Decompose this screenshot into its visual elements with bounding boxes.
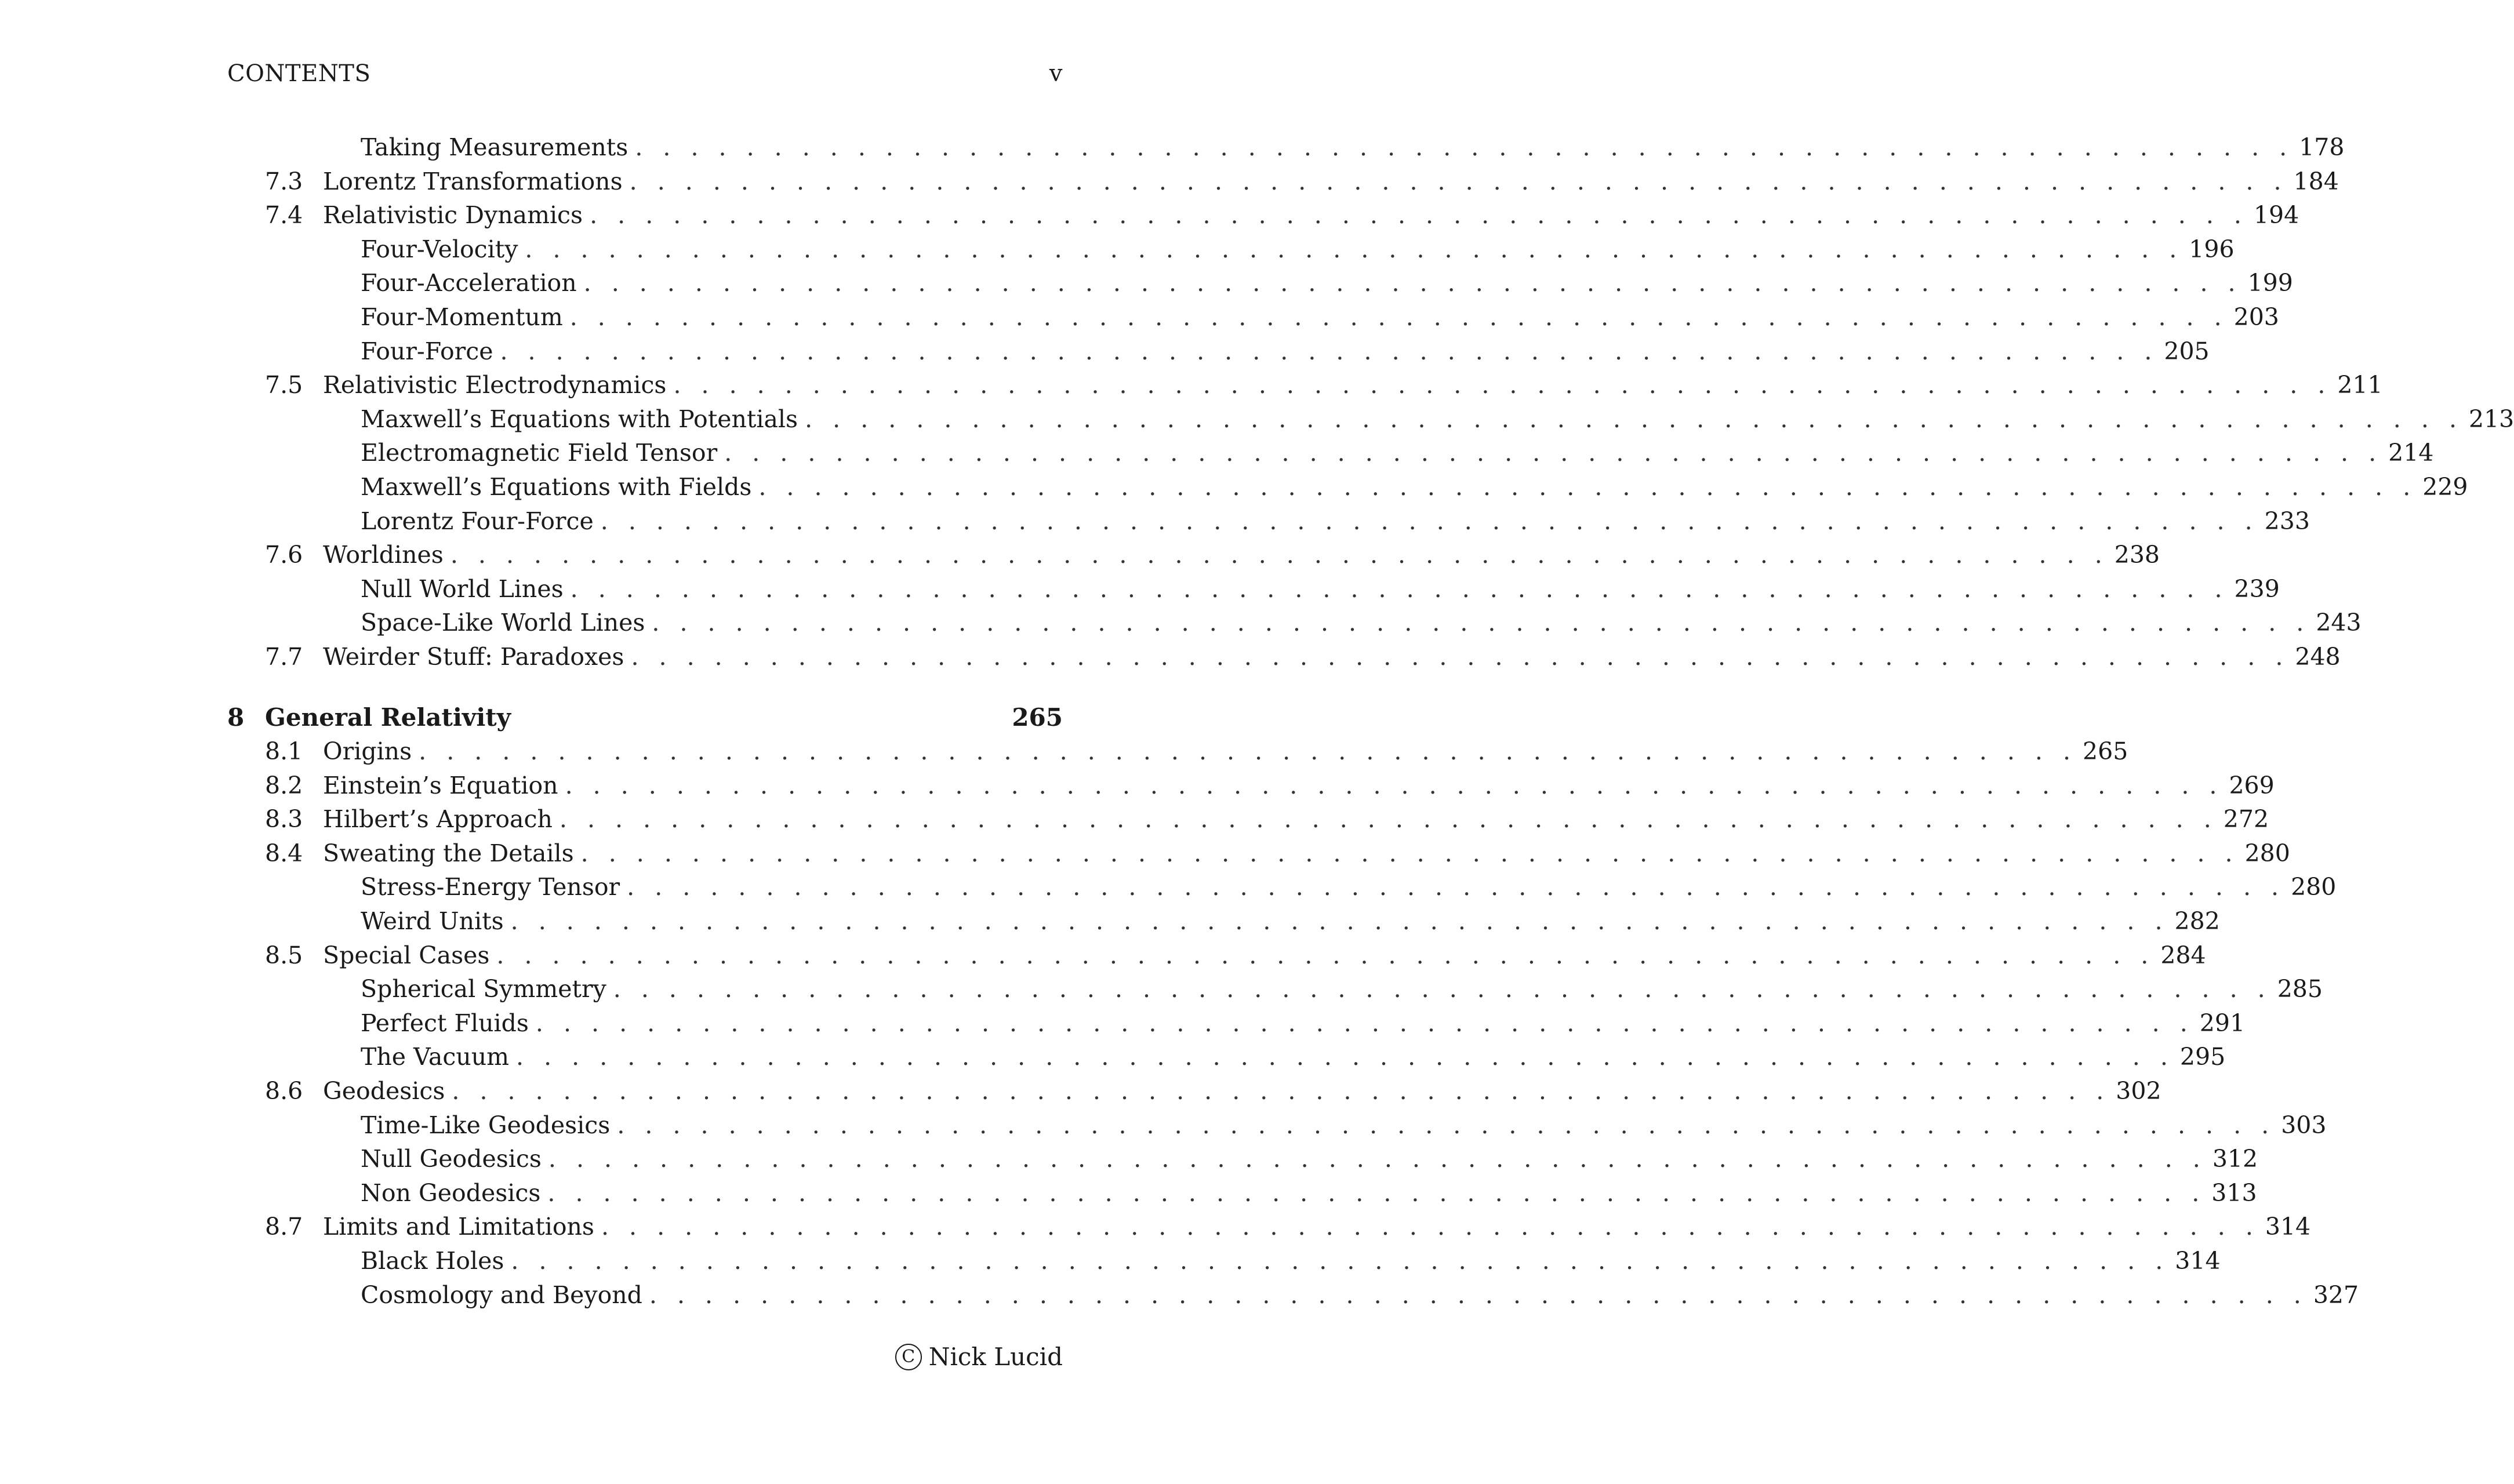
entry-title: Relativistic Dynamics [323,201,583,230]
toc-section-entry[interactable] [227,802,2269,836]
entry-page-number: 280 [2291,873,2337,901]
copyright-notice [895,1343,1063,1371]
entry-title: Taking Measurements [361,133,628,161]
section-number: 8.2 [265,771,303,799]
toc-chapter-heading[interactable] [227,701,1063,735]
entry-title: Geodesics [323,1077,445,1105]
dot-leader: . . . . . . . . . . . . . . . . . . . . . . . . . . . . . . . . . . . . . . . . . . . . . . . . . . . . . . . . . . . . [452,1077,2110,1105]
toc-subsection-entry[interactable] [227,572,2280,606]
section-number: 7.7 [265,642,303,671]
entry-page-number: 284 [2160,941,2206,969]
dot-leader: . . . . . . . . . . . . . . . . . . . . . . . . . . . . . . . . . . . . . . . . . . . . . . . . . . . . . . . . . . . . [565,771,2224,799]
section-number: 8.4 [265,839,303,867]
toc-section-entry[interactable] [227,368,2383,402]
dot-leader: . . . . . . . . . . . . . . . . . . . . . . . . . . . . . . . . . . . . . . . . . . . . . . . . . . . . . . . . . . . . [627,873,2286,901]
entry-page-number: 285 [2277,975,2323,1003]
entry-title: Non Geodesics [361,1179,541,1207]
entry-title: Four-Force [361,337,493,365]
entry-page-number: 327 [2313,1281,2359,1309]
dot-leader: . . . . . . . . . . . . . . . . . . . . . . . . . . . . . . . . . . . . . . . . . . . . . . . . . . . . . . . . . . . . [525,235,2184,263]
entry-title: Electromagnetic Field Tensor [361,439,718,467]
dot-leader: . . . . . . . . . . . . . . . . . . . . . . . . . . . . . . . . . . . . . . . . . . . . . . . . . . . . . . . . . . . . [673,371,2332,399]
dot-leader: . . . . . . . . . . . . . . . . . . . . . . . . . . . . . . . . . . . . . . . . . . . . . . . . . . . . . . . . . . . . [600,507,2259,535]
entry-title: Cosmology and Beyond [361,1281,642,1309]
section-number: 8.1 [265,737,303,766]
toc-subsection-entry[interactable] [227,870,2337,904]
dot-leader: . . . . . . . . . . . . . . . . . . . . . . . . . . . . . . . . . . . . . . . . . . . . . . . . . . . . . . . . . . . . [601,1213,2259,1241]
dot-leader: . . . . . . . . . . . . . . . . . . . . . . . . . . . . . . . . . . . . . . . . . . . . . . . . . . . . . . . . . . . . [419,737,2077,766]
toc-subsection-entry[interactable] [227,1244,2221,1278]
entry-page-number: 248 [2295,642,2341,671]
entry-page-number: 239 [2234,574,2280,603]
dot-leader: . . . . . . . . . . . . . . . . . . . . . . . . . . . . . . . . . . . . . . . . . . . . . . . . . . . . . . . . . . . . [613,975,2272,1003]
section-number: 8.5 [265,941,303,969]
dot-leader: . . . . . . . . . . . . . . . . . . . . . . . . . . . . . . . . . . . . . . . . . . . . . . . . . . . . . . . . . . . . [450,541,2109,569]
dot-leader: . . . . . . . . . . . . . . . . . . . . . . . . . . . . . . . . . . . . . . . . . . . . . . . . . . . . . . . . . . . . [516,1043,2174,1071]
toc-subsection-entry[interactable] [227,1278,2359,1312]
entry-page-number: 265 [2083,737,2128,766]
toc-subsection-entry[interactable] [227,402,2514,437]
running-head-title: CONTENTS [227,60,371,87]
entry-page-number: 214 [2388,439,2434,467]
entry-title: Perfect Fluids [361,1009,529,1037]
entry-page-number: 295 [2179,1043,2226,1071]
entry-page-number: 303 [2281,1111,2327,1139]
dot-leader: . . . . . . . . . . . . . . . . . . . . . . . . . . . . . . . . . . . . . . . . . . . . . . . . . . . . . . . . . . . . [590,201,2248,230]
entry-title: Hilbert’s Approach [323,805,553,834]
dot-leader: . . . . . . . . . . . . . . . . . . . . . . . . . . . . . . . . . . . . . . . . . . . . . . . . . . . . . . . . . . . . [758,472,2417,501]
section-number: 7.6 [265,541,303,569]
dot-leader: . . . . . . . . . . . . . . . . . . . . . . . . . . . . . . . . . . . . . . . . . . . . . . . . . . . . . . . . . . . . [580,839,2239,867]
toc-section-entry[interactable] [227,1210,2311,1244]
toc-subsection-entry[interactable] [227,436,2434,470]
toc-section-entry[interactable] [227,734,2128,769]
toc-subsection-entry[interactable] [227,1142,2258,1176]
chapter-page-number: 265 [1012,703,1063,732]
entry-page-number: 269 [2229,771,2275,799]
toc-section-entry[interactable] [227,1074,2161,1108]
toc-chapter-7-entries [227,130,2514,674]
entry-page-number: 211 [2337,371,2383,399]
entry-page-number: 280 [2244,839,2290,867]
running-head-page-number: v [1049,60,1063,87]
toc-section-entry[interactable] [227,640,2341,674]
entry-page-number: 196 [2189,235,2235,263]
toc-chapter-8-entries [227,734,2359,1312]
entry-title: Origins [323,737,412,766]
toc-subsection-entry[interactable] [227,334,2210,369]
dot-leader: . . . . . . . . . . . . . . . . . . . . . . . . . . . . . . . . . . . . . . . . . . . . . . . . . . . . . . . . . . . . [547,1179,2206,1207]
entry-page-number: 194 [2253,201,2299,230]
section-number: 8.6 [265,1077,303,1105]
entry-title: The Vacuum [361,1043,509,1071]
section-number: 7.3 [265,167,303,195]
entry-title: Worldines [323,541,444,569]
dot-leader: . . . . . . . . . . . . . . . . . . . . . . . . . . . . . . . . . . . . . . . . . . . . . . . . . . . . . . . . . . . . [583,269,2242,297]
entry-page-number: 184 [2293,167,2339,195]
toc-subsection-entry[interactable] [227,1006,2246,1041]
toc-subsection-entry[interactable] [227,130,2345,165]
dot-leader: . . . . . . . . . . . . . . . . . . . . . . . . . . . . . . . . . . . . . . . . . . . . . . . . . . . . . . . . . . . . [724,439,2383,467]
entry-title: Relativistic Electrodynamics [323,371,667,399]
dot-leader: . . . . . . . . . . . . . . . . . . . . . . . . . . . . . . . . . . . . . . . . . . . . . . . . . . . . . . . . . . . . [511,1247,2170,1275]
toc-subsection-entry[interactable] [227,232,2235,267]
toc-subsection-entry[interactable] [227,1176,2257,1210]
dot-leader: . . . . . . . . . . . . . . . . . . . . . . . . . . . . . . . . . . . . . . . . . . . . . . . . . . . . . . . . . . . . [635,133,2294,161]
copyright-icon: C [895,1344,922,1370]
dot-leader: . . . . . . . . . . . . . . . . . . . . . . . . . . . . . . . . . . . . . . . . . . . . . . . . . . . . . . . . . . . . [535,1009,2194,1037]
entry-page-number: 238 [2114,541,2160,569]
chapter-spacer [227,674,1063,701]
table-of-contents [227,130,2514,1312]
toc-subsection-entry[interactable] [227,904,2220,939]
entry-page-number: 205 [2164,337,2210,365]
dot-leader: . . . . . . . . . . . . . . . . . . . . . . . . . . . . . . . . . . . . . . . . . . . . . . . . . . . . . . . . . . . . [629,167,2288,195]
toc-section-entry[interactable] [227,165,2339,199]
entry-page-number: 243 [2316,609,2362,637]
entry-title: Maxwell’s Equations with Fields [361,472,752,501]
dot-leader: . . . . . . . . . . . . . . . . . . . . . . . . . . . . . . . . . . . . . . . . . . . . . . . . . . . . . . . . . . . . [548,1145,2207,1173]
dot-leader: . . . . . . . . . . . . . . . . . . . . . . . . . . . . . . . . . . . . . . . . . . . . . . . . . . . . . . . . . . . . [500,337,2159,365]
entry-page-number: 272 [2223,805,2269,834]
entry-page-number: 199 [2247,269,2293,297]
entry-title: Spherical Symmetry [361,975,606,1003]
entry-page-number: 314 [2175,1247,2221,1275]
entry-page-number: 282 [2174,907,2220,936]
entry-title: Sweating the Details [323,839,574,867]
entry-title: Null World Lines [361,574,564,603]
toc-subsection-entry[interactable] [227,470,2468,504]
toc-subsection-entry[interactable] [227,266,2293,300]
dot-leader: . . . . . . . . . . . . . . . . . . . . . . . . . . . . . . . . . . . . . . . . . . . . . . . . . . . . . . . . . . . . [510,907,2169,936]
section-number: 8.3 [265,805,303,834]
entry-title: Einstein’s Equation [323,771,558,799]
entry-page-number: 213 [2468,405,2514,433]
entry-page-number: 312 [2212,1145,2258,1173]
running-head [227,60,1063,93]
dot-leader: . . . . . . . . . . . . . . . . . . . . . . . . . . . . . . . . . . . . . . . . . . . . . . . . . . . . . . . . . . . . [496,941,2155,969]
entry-title: Stress-Energy Tensor [361,873,620,901]
entry-page-number: 233 [2264,507,2310,535]
entry-title: Weirder Stuff: Paradoxes [323,642,624,671]
entry-title: Time-Like Geodesics [361,1111,611,1139]
dot-leader: . . . . . . . . . . . . . . . . . . . . . . . . . . . . . . . . . . . . . . . . . . . . . . . . . . . . . . . . . . . . [649,1281,2308,1309]
entry-title: Four-Velocity [361,235,518,263]
toc-subsection-entry[interactable] [227,606,2362,640]
entry-page-number: 313 [2211,1179,2257,1207]
toc-subsection-entry[interactable] [227,1108,2327,1143]
entry-title: Space-Like World Lines [361,609,645,637]
dot-leader: . . . . . . . . . . . . . . . . . . . . . . . . . . . . . . . . . . . . . . . . . . . . . . . . . . . . . . . . . . . . [570,574,2229,603]
copyright-author: Nick Lucid [928,1343,1063,1371]
dot-leader: . . . . . . . . . . . . . . . . . . . . . . . . . . . . . . . . . . . . . . . . . . . . . . . . . . . . . . . . . . . . [631,642,2290,671]
entry-title: Lorentz Four-Force [361,507,594,535]
entry-page-number: 178 [2299,133,2345,161]
entry-page-number: 291 [2199,1009,2246,1037]
section-number: 7.5 [265,371,303,399]
entry-title: Limits and Limitations [323,1213,594,1241]
entry-title: Special Cases [323,941,490,969]
dot-leader: . . . . . . . . . . . . . . . . . . . . . . . . . . . . . . . . . . . . . . . . . . . . . . . . . . . . . . . . . . . . [805,405,2463,433]
section-number: 7.4 [265,201,303,230]
toc-subsection-entry[interactable] [227,300,2279,334]
toc-section-entry[interactable] [227,769,2275,803]
entry-title: Null Geodesics [361,1145,542,1173]
entry-title: Four-Acceleration [361,269,577,297]
toc-section-entry[interactable] [227,538,2160,572]
entry-page-number: 203 [2233,303,2279,331]
entry-page-number: 314 [2265,1213,2311,1241]
section-number: 8.7 [265,1213,303,1241]
entry-page-number: 229 [2422,472,2468,501]
chapter-number: 8 [227,703,245,732]
toc-section-entry[interactable] [227,836,2290,871]
entry-page-number: 302 [2116,1077,2161,1105]
toc-section-entry[interactable] [227,198,2299,232]
entry-title: Four-Momentum [361,303,563,331]
toc-subsection-entry[interactable] [227,1040,2226,1074]
toc-subsection-entry[interactable] [227,972,2323,1006]
toc-subsection-entry[interactable] [227,504,2310,539]
dot-leader: . . . . . . . . . . . . . . . . . . . . . . . . . . . . . . . . . . . . . . . . . . . . . . . . . . . . . . . . . . . . [617,1111,2276,1139]
entry-title: Maxwell’s Equations with Potentials [361,405,798,433]
entry-title: Black Holes [361,1247,504,1275]
dot-leader: . . . . . . . . . . . . . . . . . . . . . . . . . . . . . . . . . . . . . . . . . . . . . . . . . . . . . . . . . . . . [559,805,2218,834]
entry-title: Lorentz Transformations [323,167,623,195]
toc-section-entry[interactable] [227,939,2206,973]
chapter-title: General Relativity [265,703,511,732]
dot-leader: . . . . . . . . . . . . . . . . . . . . . . . . . . . . . . . . . . . . . . . . . . . . . . . . . . . . . . . . . . . . [569,303,2228,331]
entry-title: Weird Units [361,907,504,936]
dot-leader: . . . . . . . . . . . . . . . . . . . . . . . . . . . . . . . . . . . . . . . . . . . . . . . . . . . . . . . . . . . . [652,609,2310,637]
